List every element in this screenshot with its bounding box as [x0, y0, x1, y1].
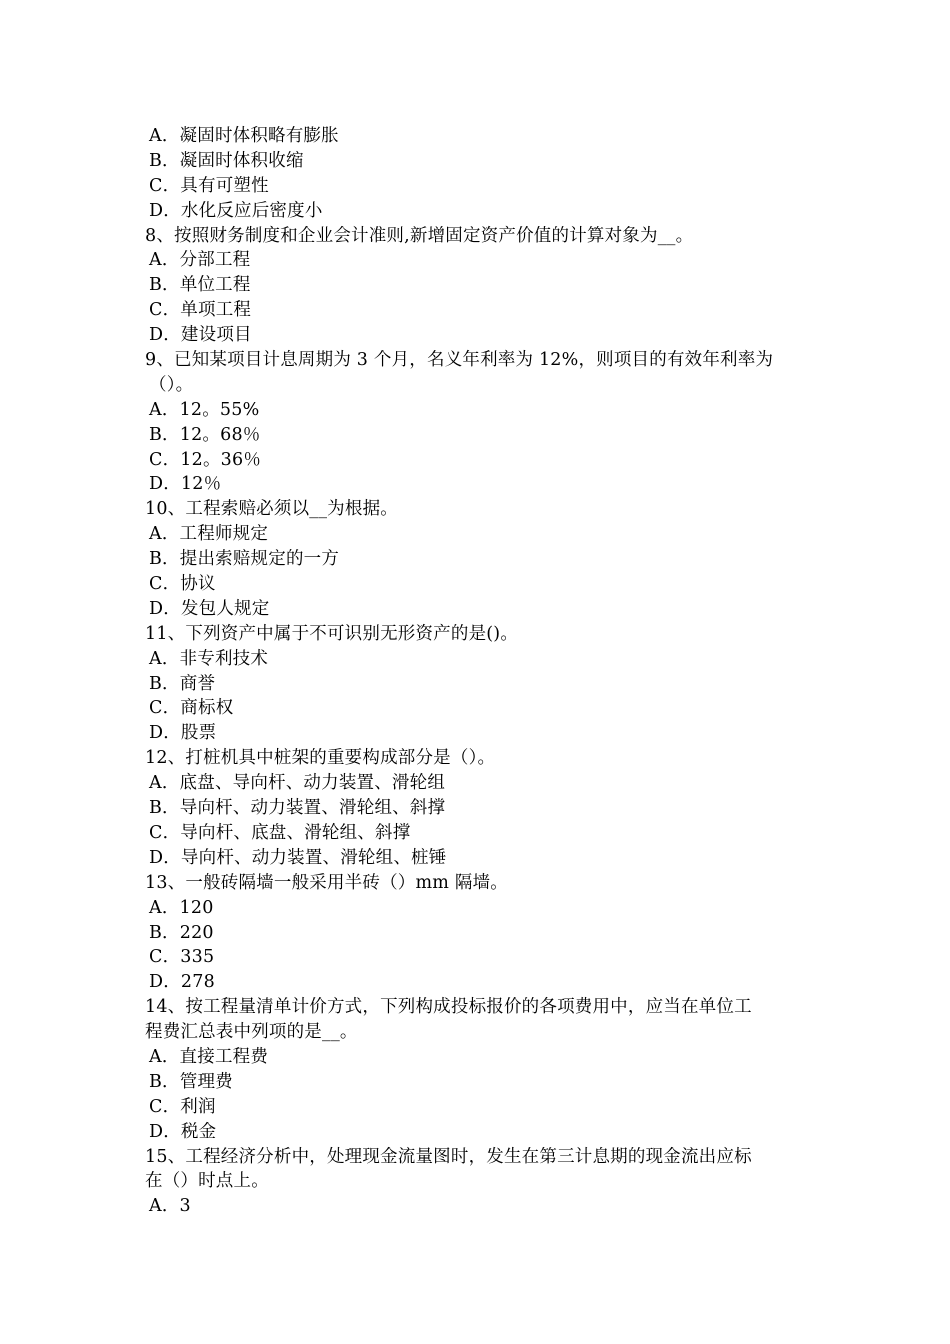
answer-option-line: D．278 [149, 972, 215, 993]
answer-option-line: D．水化反应后密度小 [149, 200, 323, 221]
answer-option-line: B．220 [149, 922, 214, 943]
answer-option-line: A．底盘、导向杆、动力装置、滑轮组 [149, 773, 446, 794]
answer-option-line: A．工程师规定 [149, 524, 269, 545]
question-line: 13、一般砖隔墙一般采用半砖（）mm 隔墙。 [145, 872, 508, 893]
answer-option-line: A．非专利技术 [149, 648, 269, 669]
answer-option-line: A．120 [149, 897, 214, 918]
answer-option-line: B．凝固时体积收缩 [149, 150, 304, 171]
answer-option-line: C．单项工程 [149, 300, 252, 321]
answer-option-line: C．利润 [149, 1096, 216, 1117]
answer-option-line: D．导向杆、动力装置、滑轮组、桩锤 [149, 847, 447, 868]
answer-option-line: C．导向杆、底盘、滑轮组、斜撑 [149, 822, 411, 843]
question-line: 14、按工程量清单计价方式，下列构成投标报价的各项费用中，应当在单位工 [145, 997, 752, 1018]
answer-option-line: （）。 [149, 374, 194, 395]
answer-option-line: A．12。55% [149, 399, 260, 420]
question-line: 8、按照财务制度和企业会计准则,新增固定资产价值的计算对象为__。 [145, 225, 694, 246]
answer-option-line: A．3 [149, 1196, 191, 1217]
answer-option-line: D．12％ [149, 474, 222, 495]
question-line: 10、工程索赔必须以__为根据。 [145, 499, 398, 520]
answer-option-line: D．建设项目 [149, 325, 252, 346]
answer-option-line: B．12。68％ [149, 424, 261, 445]
answer-option-line: A．凝固时体积略有膨胀 [149, 126, 339, 146]
answer-option-line: C．12。36％ [149, 449, 262, 470]
answer-option-line: C．335 [149, 947, 215, 968]
answer-option-line: C．商标权 [149, 698, 234, 719]
question-line: 11、下列资产中属于不可识别无形资产的是()。 [145, 623, 519, 644]
question-line: 9、已知某项目计息周期为 3 个月，名义年利率为 12%，则项目的有效年利率为 [145, 350, 774, 371]
answer-option-line: B．导向杆、动力装置、滑轮组、斜撑 [149, 798, 446, 819]
answer-option-line: D．发包人规定 [149, 598, 270, 619]
question-line: 在（）时点上。 [145, 1171, 269, 1192]
exam-content [145, 124, 815, 1219]
answer-option-line: B．单位工程 [149, 275, 251, 296]
answer-option-line: B．商誉 [149, 673, 216, 694]
question-line: 15、工程经济分析中，处理现金流量图时，发生在第三计息期的现金流出应标 [145, 1146, 752, 1167]
answer-option-line: A．直接工程费 [149, 1046, 269, 1067]
question-line: 12、打桩机具中桩架的重要构成部分是（）。 [145, 748, 496, 769]
answer-option-line: D．股票 [149, 723, 217, 744]
answer-option-line: B．管理费 [149, 1071, 233, 1092]
question-line: 程费汇总表中列项的是__。 [145, 1022, 358, 1043]
answer-option-line: B．提出索赔规定的一方 [149, 549, 340, 570]
answer-option-line: C．具有可塑性 [149, 175, 269, 196]
answer-option-line: A．分部工程 [149, 250, 251, 271]
answer-option-line: C．协议 [149, 574, 216, 595]
answer-option-line: D．税金 [149, 1121, 217, 1142]
